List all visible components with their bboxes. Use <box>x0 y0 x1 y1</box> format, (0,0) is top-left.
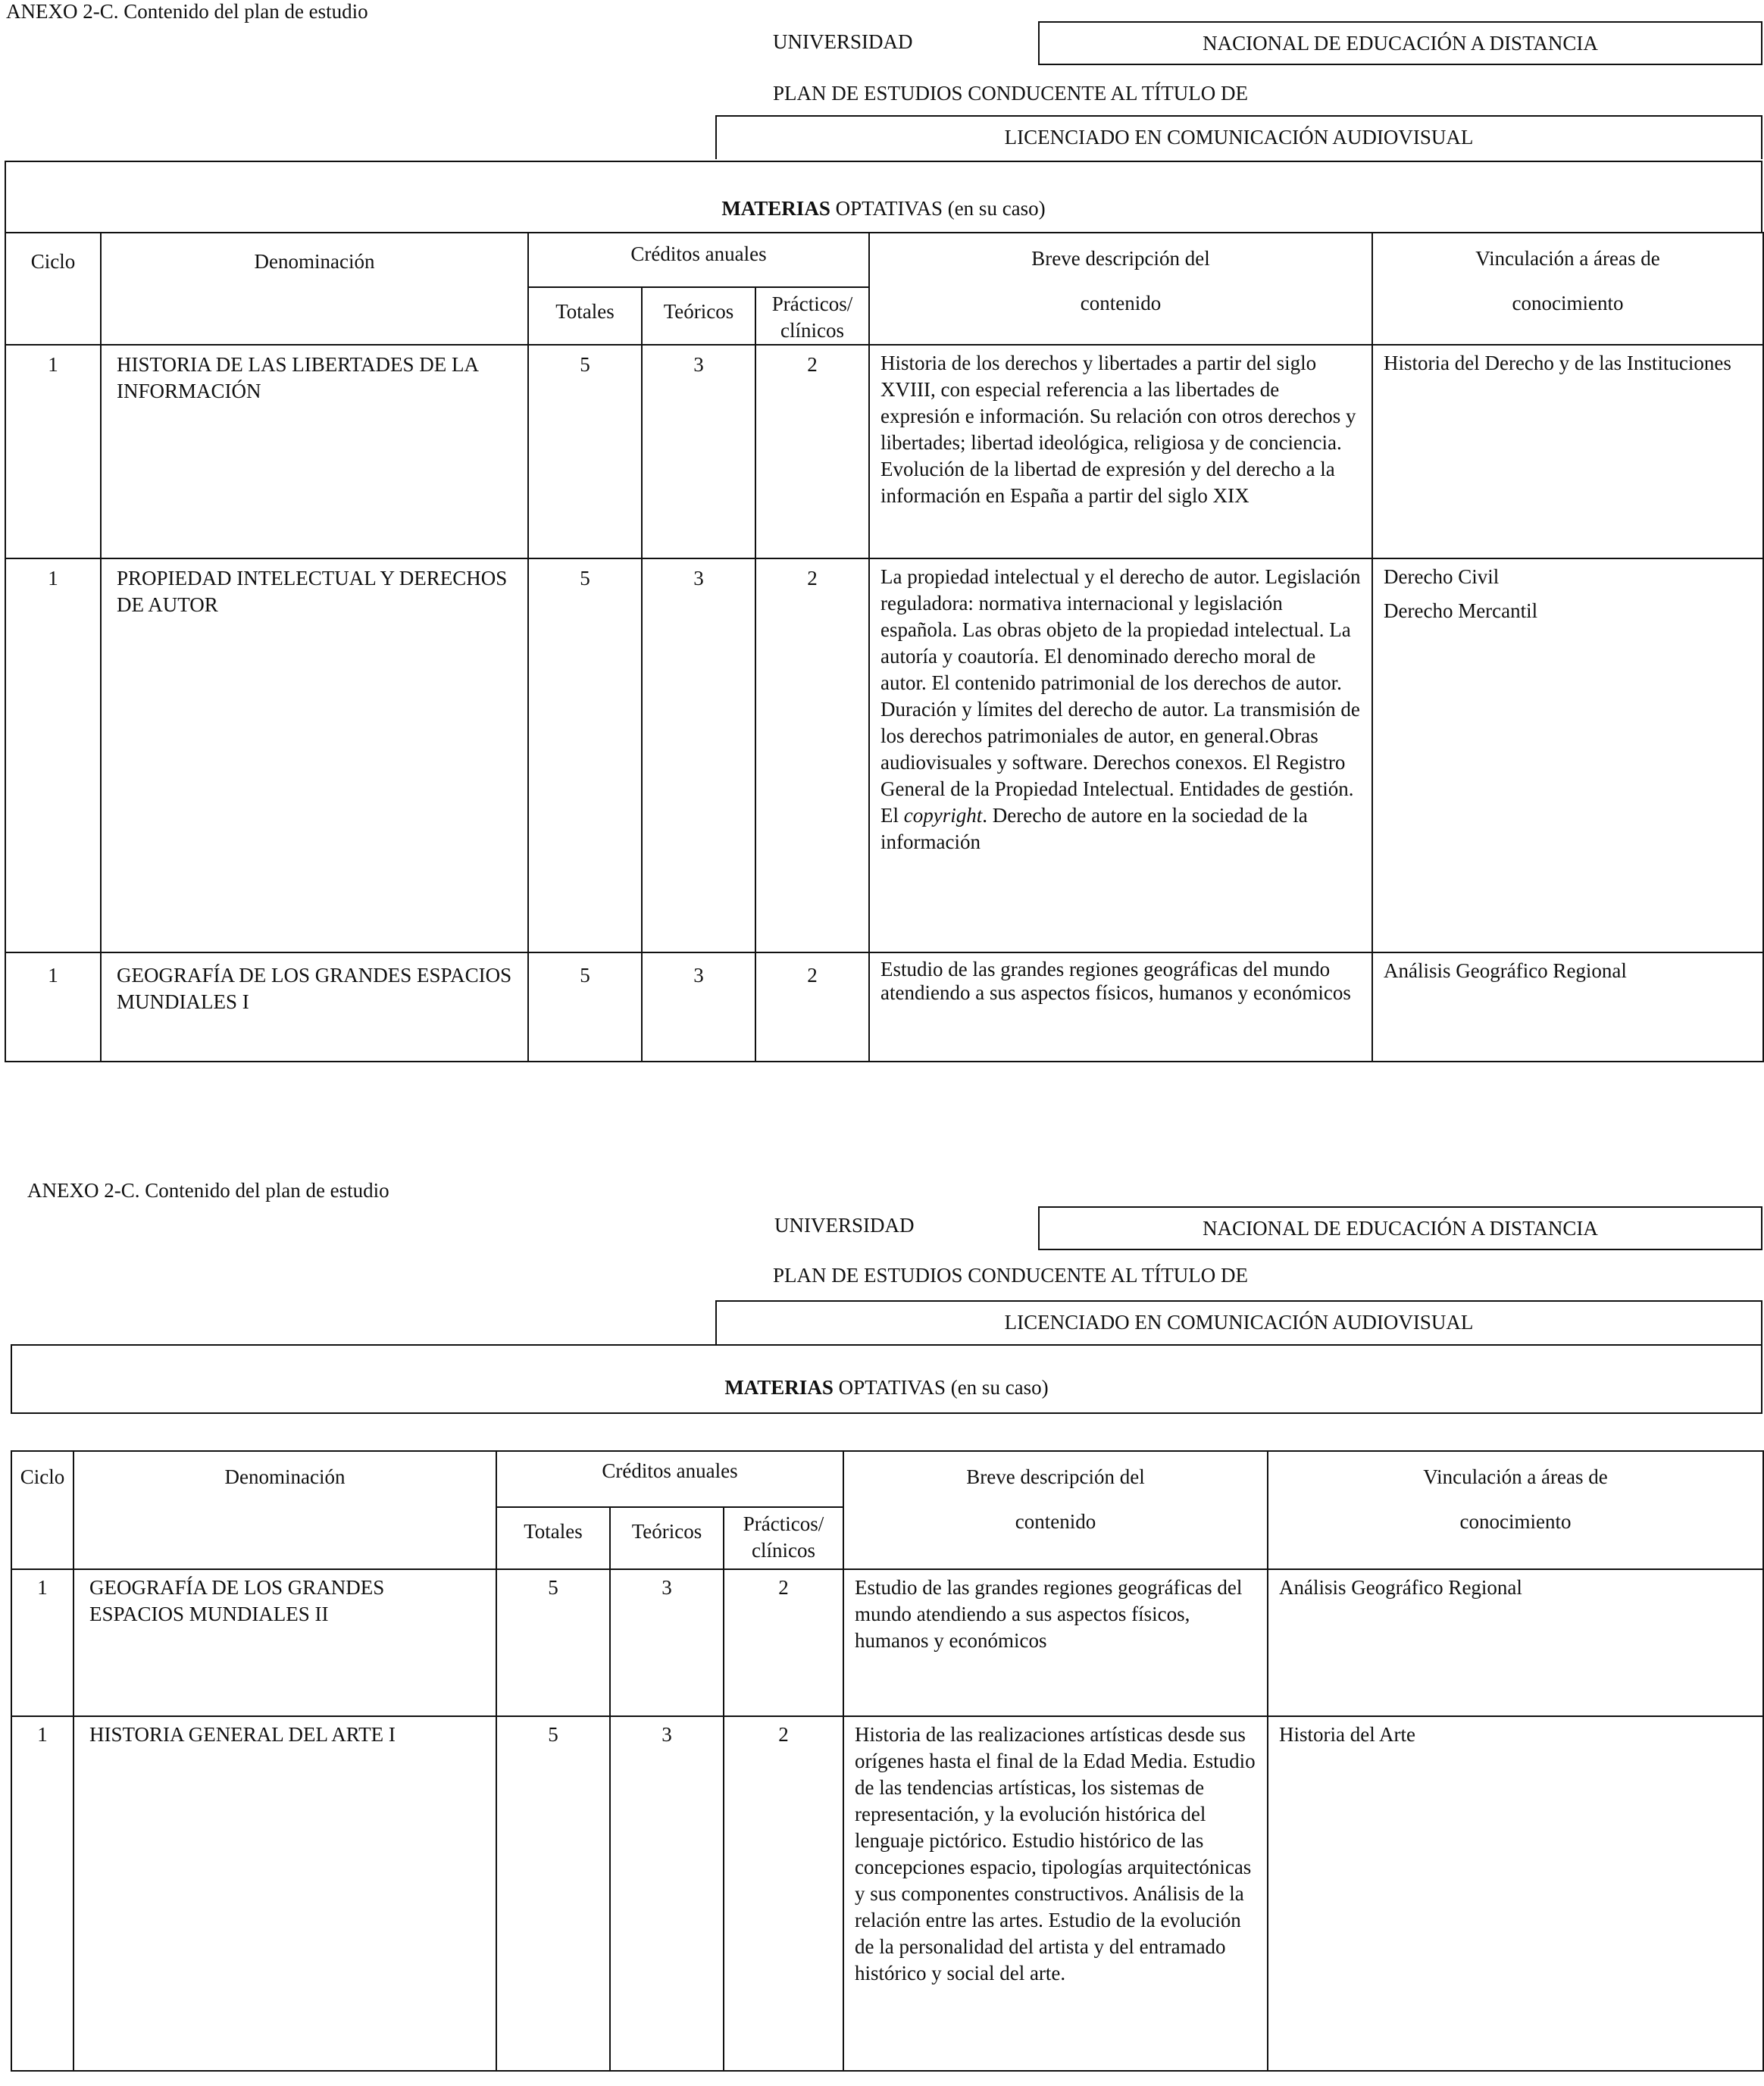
row-totales: 5 <box>528 558 642 952</box>
row-descripcion-italic: copyright <box>903 804 983 827</box>
header-vinculacion-line2: conocimiento <box>1512 292 1624 314</box>
row-denominacion: GEOGRAFÍA DE LOS GRANDES ESPACIOS MUNDIALES II <box>74 1569 496 1716</box>
materias-heading <box>5 161 1762 233</box>
header-descripcion-line1: Breve descripción del <box>966 1465 1145 1488</box>
row-denominacion: GEOGRAFÍA DE LOS GRANDES ESPACIOS MUNDIALES I <box>101 952 528 1062</box>
row-teoricos: 3 <box>642 952 755 1062</box>
header-teoricos: Teóricos <box>642 287 755 345</box>
row-totales: 5 <box>496 1569 610 1716</box>
row-descripcion-b: . Derecho de autore en la sociedad de la información <box>880 804 1308 853</box>
row-totales: 5 <box>496 1716 610 2071</box>
materias-rest: OPTATIVAS (en su caso) <box>833 1376 1049 1399</box>
annex-title: ANEXO 2-C. Contenido del plan de estudio <box>27 1179 389 1202</box>
universidad-field <box>1038 21 1762 65</box>
row-vinculacion <box>1372 558 1763 952</box>
row-totales: 5 <box>528 345 642 558</box>
header-denominacion: Denominación <box>101 233 528 345</box>
plan-label: PLAN DE ESTUDIOS CONDUCENTE AL TÍTULO DE <box>773 82 1248 105</box>
row-vinculacion: Análisis Geográfico Regional <box>1372 952 1763 1062</box>
row-practicos: 2 <box>755 558 869 952</box>
row-descripcion: Historia de las realizaciones artísticas desde sus orígenes hasta el final de la Edad Media. Estudio de las tendencias artísticas, los sistemas de representación, y la evolución histórica del lenguaje pictórico. Estudio histórico de las concepciones espacio, tipologías arquitectónicas y sus componentes constructivos. Análisis de la relación entre las artes. Estudio de la evolución de la personalidad del artista y del entramado histórico y social del arte. <box>843 1716 1268 2071</box>
row-teoricos: 3 <box>610 1569 724 1716</box>
row-descripcion-a: La propiedad intelectual y el derecho de autor. Legislación reguladora: normativa internacional y legislación española. Las obras objeto de la propiedad intelectual. La autoría y coautoría. El denominado derecho moral de autor. El contenido patrimonial de los derechos de autor. Duración y límites del derecho de autor. La transmisión de los derechos patrimoniales de autor, en general.Obras audiovisuales y software. Derechos conexos. El Registro General de la Propiedad Intelectual. Entidades de gestión. El <box>880 565 1361 827</box>
table-row <box>5 952 1763 1062</box>
header-ciclo: Ciclo <box>11 1451 74 1569</box>
annex-title: ANEXO 2-C. Contenido del plan de estudio <box>6 0 368 23</box>
header-vinculacion-line2: conocimiento <box>1459 1510 1572 1533</box>
vinculacion-item: Derecho Mercantil <box>1384 599 1538 622</box>
titulo-field <box>715 1300 1762 1344</box>
universidad-label: UNIVERSIDAD <box>773 30 913 53</box>
titulo-value: LICENCIADO EN COMUNICACIÓN AUDIOVISUAL <box>1004 1311 1474 1334</box>
header-descripcion <box>843 1451 1268 1569</box>
header-totales: Totales <box>496 1507 610 1569</box>
titulo-value: LICENCIADO EN COMUNICACIÓN AUDIOVISUAL <box>1004 126 1474 149</box>
row-teoricos: 3 <box>642 558 755 952</box>
table-row <box>5 345 1763 558</box>
universidad-value: NACIONAL DE EDUCACIÓN A DISTANCIA <box>1203 1217 1598 1240</box>
header-ciclo: Ciclo <box>5 233 101 345</box>
materias-table-2 <box>11 1450 1764 2072</box>
row-ciclo: 1 <box>5 952 101 1062</box>
plan-label: PLAN DE ESTUDIOS CONDUCENTE AL TÍTULO DE <box>773 1264 1248 1287</box>
row-denominacion: PROPIEDAD INTELECTUAL Y DERECHOS DE AUTOR <box>101 558 528 952</box>
row-practicos: 2 <box>724 1716 843 2071</box>
header-vinculacion <box>1268 1451 1763 1569</box>
materias-rest: OPTATIVAS (en su caso) <box>830 197 1046 220</box>
header-descripcion-line1: Breve descripción del <box>1031 247 1210 270</box>
row-descripcion: Historia de los derechos y libertades a partir del siglo XVIII, con especial referencia a las libertades de expresión e información. Su relación con otros derechos y libertades; libertad ideológica, religiosa y de conciencia. Evolución de la libertad de expresión y del derecho a la información en España a partir del siglo XIX <box>869 345 1372 558</box>
table-row <box>5 558 1763 952</box>
row-ciclo: 1 <box>5 558 101 952</box>
table-row <box>11 1716 1763 2071</box>
header-practicos: Prácticos/ clínicos <box>755 287 869 345</box>
header-vinculacion-line1: Vinculación a áreas de <box>1475 247 1660 270</box>
materias-bold: MATERIAS <box>721 197 830 220</box>
header-vinculacion <box>1372 233 1763 345</box>
header-practicos: Prácticos/ clínicos <box>724 1507 843 1569</box>
materias-heading <box>11 1344 1762 1414</box>
row-totales: 5 <box>528 952 642 1062</box>
header-totales: Totales <box>528 287 642 345</box>
materias-bold: MATERIAS <box>724 1376 834 1399</box>
row-practicos: 2 <box>755 952 869 1062</box>
row-ciclo: 1 <box>11 1569 74 1716</box>
row-teoricos: 3 <box>610 1716 724 2071</box>
table-row <box>11 1569 1763 1716</box>
header-teoricos: Teóricos <box>610 1507 724 1569</box>
universidad-value: NACIONAL DE EDUCACIÓN A DISTANCIA <box>1203 32 1598 55</box>
row-vinculacion: Análisis Geográfico Regional <box>1268 1569 1763 1716</box>
row-vinculacion: Historia del Arte <box>1268 1716 1763 2071</box>
row-denominacion: HISTORIA GENERAL DEL ARTE I <box>74 1716 496 2071</box>
header-descripcion <box>869 233 1372 345</box>
header-denominacion: Denominación <box>74 1451 496 1569</box>
row-practicos: 2 <box>755 345 869 558</box>
header-creditos: Créditos anuales <box>496 1451 843 1507</box>
materias-table-1 <box>5 232 1764 1062</box>
header-vinculacion-line1: Vinculación a áreas de <box>1423 1465 1608 1488</box>
row-descripcion: Estudio de las grandes regiones geográficas del mundo atendiendo a sus aspectos físicos, humanos y económicos <box>869 952 1372 1062</box>
header-descripcion-line2: contenido <box>1015 1510 1096 1533</box>
header-creditos: Créditos anuales <box>528 233 869 287</box>
universidad-field <box>1038 1206 1762 1250</box>
row-vinculacion: Historia del Derecho y de las Instituciones <box>1372 345 1763 558</box>
row-practicos: 2 <box>724 1569 843 1716</box>
universidad-label: UNIVERSIDAD <box>774 1214 915 1237</box>
row-teoricos: 3 <box>642 345 755 558</box>
row-ciclo: 1 <box>11 1716 74 2071</box>
row-ciclo: 1 <box>5 345 101 558</box>
header-descripcion-line2: contenido <box>1080 292 1162 314</box>
vinculacion-item: Derecho Civil <box>1384 565 1500 588</box>
row-descripcion <box>869 558 1372 952</box>
titulo-field <box>715 115 1762 159</box>
row-denominacion: HISTORIA DE LAS LIBERTADES DE LA INFORMACIÓN <box>101 345 528 558</box>
row-descripcion: Estudio de las grandes regiones geográficas del mundo atendiendo a sus aspectos físicos, humanos y económicos <box>843 1569 1268 1716</box>
